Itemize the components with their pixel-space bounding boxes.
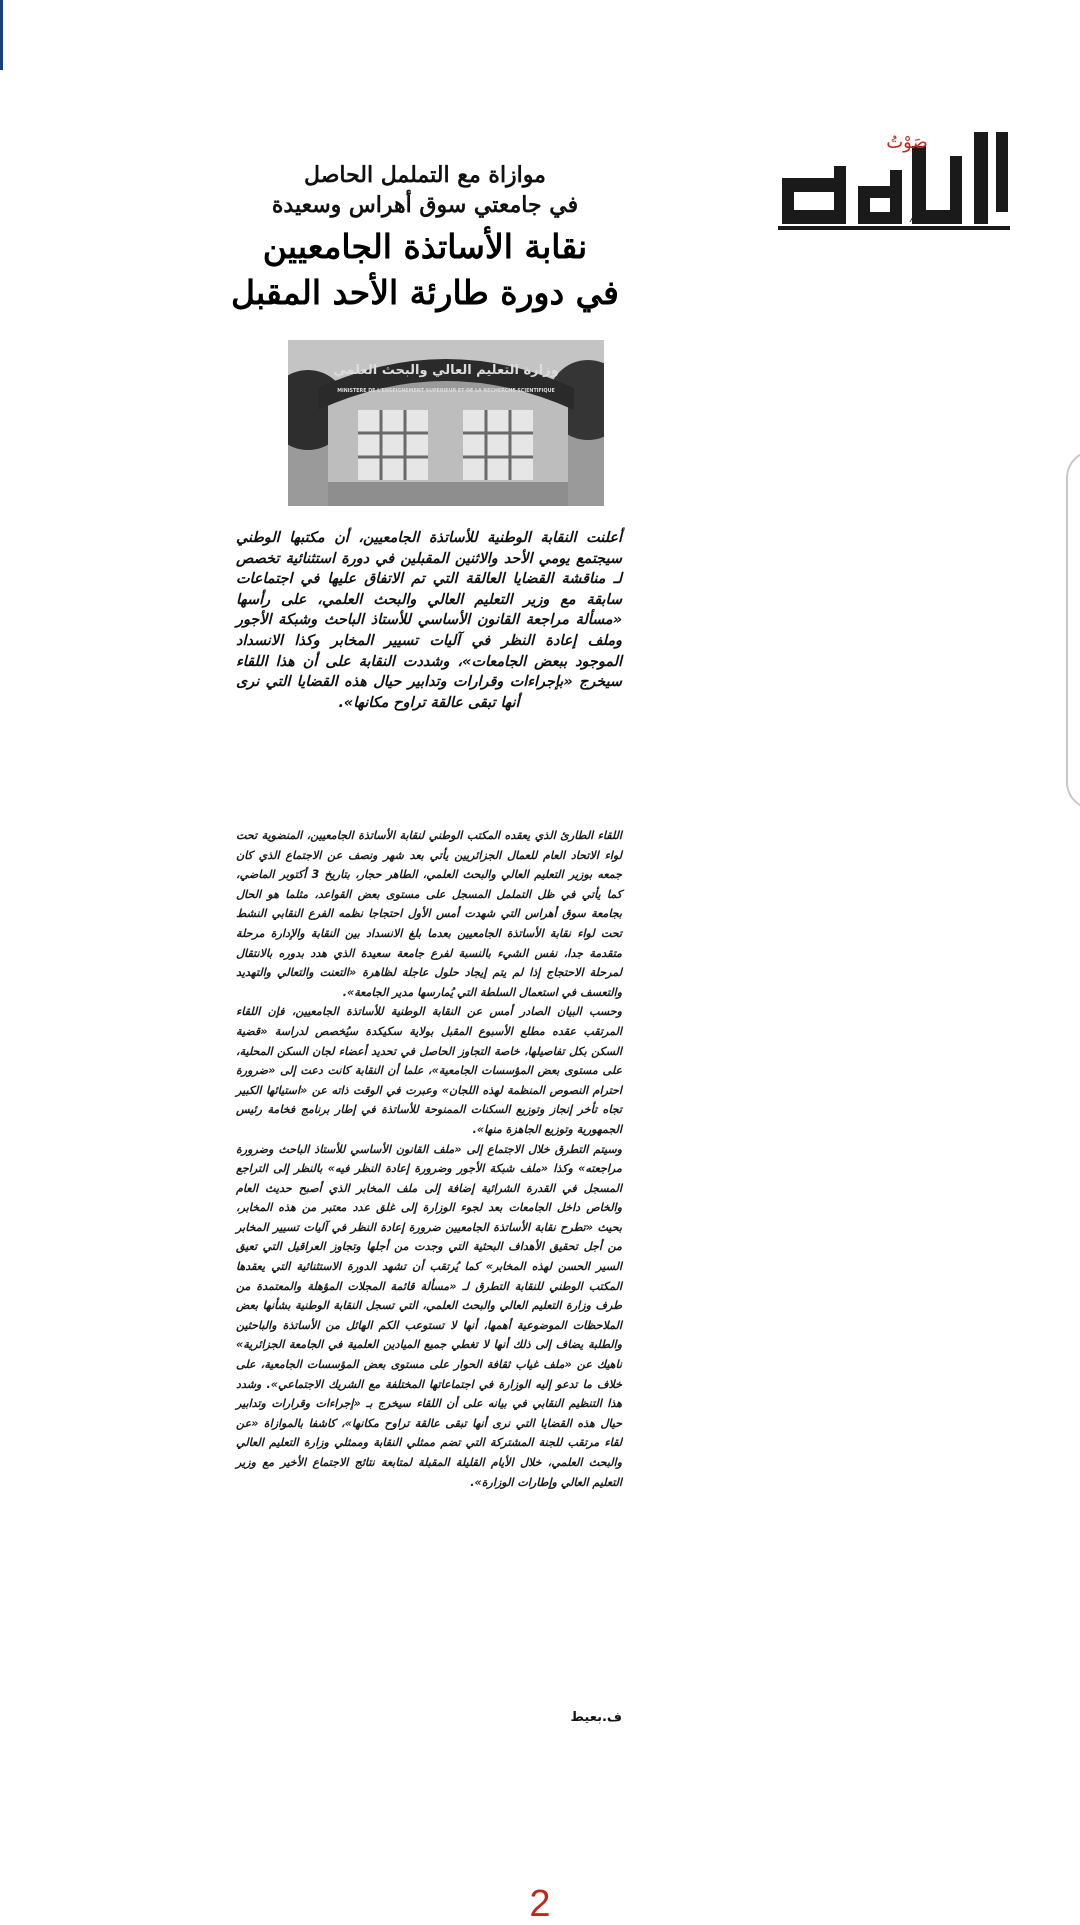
photo-sign-french: MINISTERE DE L'ENSEIGNEMENT SUPERIEUR ET DE LA RECHERCHE SCIENTIFIQUE [337, 389, 555, 394]
logo-main-text: الأحرار [890, 244, 894, 245]
logo-small-text: صَوْتُ [886, 132, 928, 153]
left-edge-accent [0, 0, 3, 70]
article-paragraph-1: اللقاء الطارئ الذي يعقده المكتب الوطني لنقابة الأساتذة الجامعيين، المنضوية تحت لواء الاتحاد العام للعمال الجزائريين يأتي بعد شهر ونصف عن الاجتماع الذي كان جمعه بوزير التعليم العالي والبحث العلمي، الطاهر حجار، بتاريخ 3 أكتوبر الماضي، كما يأتي في ظل التململ المسجل على مستوى بعض القواعد، مثلما هو الحال بجامعة سوق أهراس التي شهدت أمس الأول احتجاجا نظمه الفرع النقابي النشط تحت لواء نقابة الأساتذة الجامعيين بعدما بلغ الانسداد بين النقابة والإدارة مرحلة متقدمة جدا، نفس الشيء بالنسبة لفرع جامعة سعيدة الذي هدد بدوره بالانتقال لمرحلة الاحتجاج إذا لم يتم إيجاد حلول عاجلة لظاهرة «التعنت والتعالي والتهديد والتعسف في استعمال السلطة التي يُمارسها مدير الجامعة». [236, 829, 622, 999]
article-kicker-line-2: في جامعتي سوق أهراس وسعيدة [271, 192, 579, 218]
article-body [236, 826, 622, 1492]
article-byline: ف.بعيط [570, 1710, 622, 1725]
article-photo-ministry-building [288, 340, 604, 506]
article-lead: أعلنت النقابة الوطنية للأساتذة الجامعيين، أن مكتبها الوطني سيجتمع يومي الأحد والاثنين المقبلين في دورة استثنائية تخصص لـ مناقشة القضايا العالقة التي تم الاتفاق عليها في اجتماعات سابقة مع وزير التعليم العالي والبحث العلمي، على رأسها «مسألة مراجعة القانون الأساسي للأستاذ الباحث وشبكة الأجور وملف إعادة النظر في آليات تسيير المخابر وكذا الانسداد الموجود ببعض الجامعات»، وشددت النقابة على أن هذا اللقاء سيخرج «بإجراءات وقرارات وتدابير حيال هذه القضايا التي نرى أنها تبقى عالقة تراوح مكانها». [236, 530, 622, 711]
newspaper-logo [772, 126, 1014, 246]
article-kicker-line-1: موازاة مع التململ الحاصل [304, 162, 546, 188]
logo-latin-text: AL-AHRAR [910, 215, 956, 225]
article-paragraph-3: وسيتم التطرق خلال الاجتماع إلى «ملف القانون الأساسي للأستاذ الباحث وضرورة مراجعته» وكذا «ملف شبكة الأجور وضرورة إعادة النظر فيه» بالنظر إلى التراجع المسجل في القدرة الشرائية إضافة إلى ملف المخابر الذي أصبح حديث العام والخاص داخل الجامعات بعد لجوء الوزارة إلى غلق عدد معتبر من هذه المخابر، بحيث «تطرح نقابة الأساتذة الجامعيين ضرورة إعادة النظر في آليات تسيير المخابر من أجل تحقيق الأهداف البحثية التي وجدت من أجلها وتجاوز العراقيل التي تعيق السير الحسن لهذه المخابر» كما يُرتقب أن تشهد الدورة الاستثنائية التي يعقدها المكتب الوطني للنقابة التطرق لـ «مسألة قائمة المجلات المؤهلة والمعتمدة من طرف وزارة التعليم العالي والبحث العلمي، التي تسجل النقابة الوطنية بشأنها بعض الملاحظات الموضوعية أهمها، أنها لا تستوعب الكم الهائل من الأساتذة والباحثين والطلبة يضاف إلى ذلك أنها لا تغطي جميع الميادين العلمية في الجامعة الجزائرية» ناهيك عن «ملف غياب ثقافة الحوار على مستوى بعض المؤسسات الجامعية، على خلاف ما تدعو إليه الوزارة في اجتماعاتها المختلفة مع الشريك الاجتماعي». وشدد هذا التنظيم النقابي في بيانه على أن اللقاء سيخرج بـ «إجراءات وقرارات وتدابير حيال هذه القضايا التي نرى أنها تبقى عالقة تراوح مكانها»، كاشفا بالموازاة «عن لقاء مرتقب للجنة المشتركة التي تضم ممثلي النقابة وممثلي وزارة التعليم العالي والبحث العلمي، خلال الأيام القليلة المقبلة لمتابعة نتائج الاجتماع الأخير مع وزير التعليم العالي وإطارات الوزارة». [236, 1142, 622, 1489]
article-headline-line-2: في دورة طارئة الأحد المقبل [231, 273, 619, 312]
article-paragraph-2: وحسب البيان الصادر أمس عن النقابة الوطنية للأساتذة الجامعيين، فإن اللقاء المرتقب عقده مطلع الأسبوع المقبل بولاية سكيكدة سيُخصص لدراسة «قضية السكن بكل تفاصيلها، خاصة التجاوز الحاصل في تحديد أعضاء لجان السكن المحلية، على مستوى بعض المؤسسات الجامعية»، علما أن النقابة كانت دعت إلى «ضرورة احترام النصوص المنظمة لهذه اللجان» وعبرت في الوقت ذاته عن «استيائها الكبير تجاه تأخر إنجاز وتوزيع السكنات الممنوحة للأساتذة في إطار برنامج فخامة رئيس الجمهورية وتوزيع الجاهزة منها». [236, 1005, 622, 1136]
side-panel-handle[interactable] [1066, 450, 1080, 810]
photo-sign-arabic: وزارة التعليم العالي والبحث العلمي [333, 363, 559, 378]
page-number: 2 [529, 1883, 551, 1925]
article [230, 160, 620, 316]
article-headline-line-1: نقابة الأساتذة الجامعيين [262, 227, 588, 266]
